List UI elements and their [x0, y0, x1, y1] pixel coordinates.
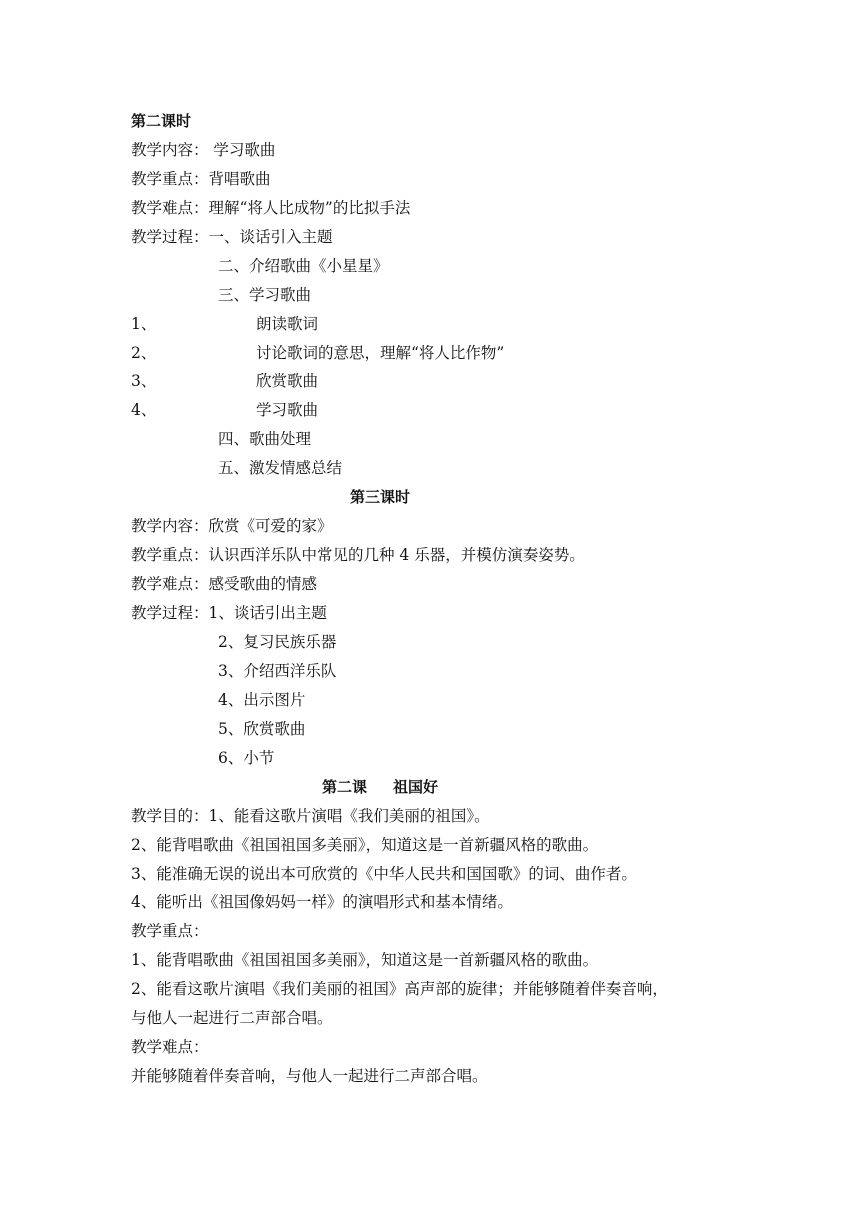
- unit2-heading: 第二课 祖国好: [321, 778, 439, 796]
- lesson3-content: 教学内容：欣赏《可爱的家》: [131, 517, 333, 535]
- lesson3-step: 2、复习民族乐器: [218, 633, 337, 651]
- unit2-key-point: 与他人一起进行二声部合唱。: [131, 1009, 333, 1027]
- unit2-difficulty-label: 教学难点：: [131, 1038, 209, 1056]
- unit2-goal: 4、能听出《祖国像妈妈一样》的演唱形式和基本情绪。: [131, 893, 513, 911]
- unit2-goal: 1、能看这歌片演唱《我们美丽的祖国》。: [208, 807, 490, 825]
- lesson2-substep-text: 讨论歌词的意思，理解“将人比作物”: [256, 344, 505, 362]
- lesson2-substep-text: 欣赏歌曲: [256, 372, 319, 390]
- lesson2-step: 二、介绍歌曲《小星星》: [218, 257, 389, 275]
- lesson2-substep-num: 4、: [131, 401, 157, 419]
- unit2-key-point: 1、能背唱歌曲《祖国祖国多美丽》，知道这是一首新疆风格的歌曲。: [131, 951, 599, 969]
- unit2-difficulty-text: 并能够随着伴奏音响，与他人一起进行二声部合唱。: [131, 1067, 488, 1085]
- unit2-goal: 3、能准确无误的说出本可欣赏的《中华人民共和国国歌》的词、曲作者。: [131, 865, 637, 883]
- lesson2-substep-num: 2、: [131, 344, 157, 362]
- lesson2-step: 一、谈话引入主题: [208, 228, 333, 246]
- lesson2-step: 四、歌曲处理: [218, 430, 312, 448]
- lesson2-process-row: [131, 227, 333, 247]
- lesson2-step: 三、学习歌曲: [218, 286, 312, 304]
- lesson3-step: 3、介绍西洋乐队: [218, 662, 337, 680]
- lesson3-key-point: 教学重点：认识西洋乐队中常见的几种 4 乐器，并模仿演奏姿势。: [131, 546, 585, 564]
- lesson2-step: 五、激发情感总结: [218, 459, 343, 477]
- lesson2-substep-text: 学习歌曲: [256, 401, 319, 419]
- lesson2-substep-text: 朗读歌词: [256, 315, 319, 333]
- lesson2-substep-num: 3、: [131, 372, 157, 390]
- lesson2-key-point: 教学重点：背唱歌曲: [131, 170, 271, 188]
- lesson3-step: 4、出示图片: [218, 691, 306, 709]
- lesson3-step: 1、谈话引出主题: [208, 604, 327, 622]
- unit2-goal-label: 教学目的：: [131, 807, 209, 825]
- lesson2-heading: 第二课时: [131, 112, 192, 130]
- lesson2-content: 教学内容： 学习歌曲: [131, 141, 276, 159]
- lesson3-step: 6、小节: [218, 749, 275, 767]
- unit2-goal-row: [131, 806, 490, 826]
- lesson3-process-label: 教学过程：: [131, 604, 209, 622]
- lesson2-difficulty: 教学难点：理解“将人比成物”的比拟手法: [131, 199, 411, 217]
- unit2-key-point: 2、能看这歌片演唱《我们美丽的祖国》高声部的旋律；并能够随着伴奏音响，: [131, 980, 668, 998]
- lesson3-step: 5、欣赏歌曲: [218, 720, 306, 738]
- lesson2-substep-num: 1、: [131, 315, 157, 333]
- lesson3-process-row: [131, 603, 327, 623]
- lesson2-process-label: 教学过程：: [131, 228, 209, 246]
- unit2-key-label: 教学重点：: [131, 922, 209, 940]
- lesson3-heading: 第三课时: [349, 488, 410, 506]
- lesson3-difficulty: 教学难点：感受歌曲的情感: [131, 575, 318, 593]
- unit2-goal: 2、能背唱歌曲《祖国祖国多美丽》，知道这是一首新疆风格的歌曲。: [131, 836, 599, 854]
